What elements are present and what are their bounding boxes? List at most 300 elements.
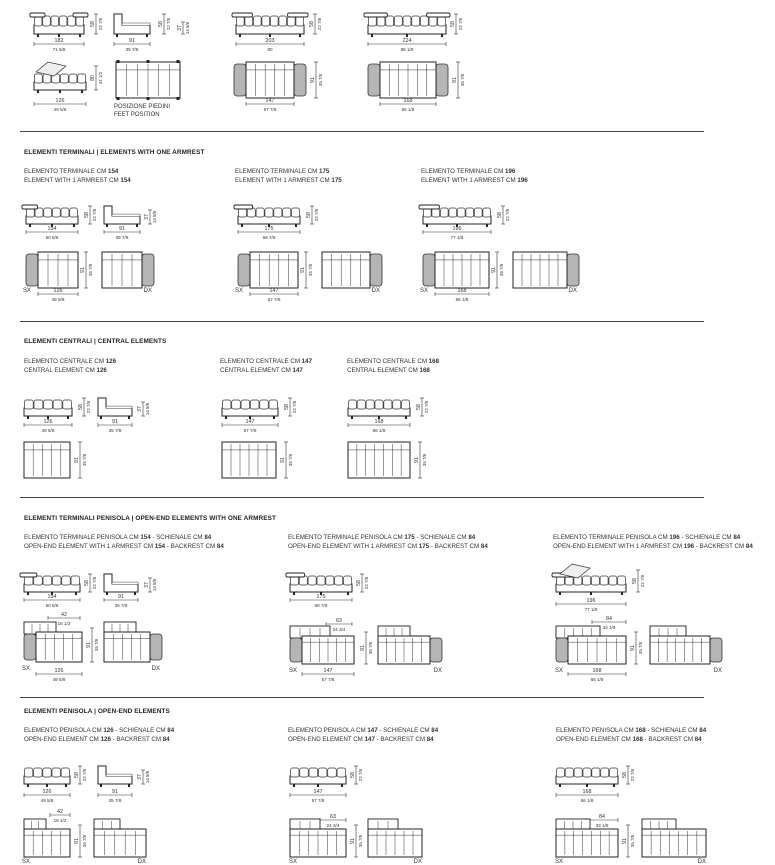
back-cushion [270, 16, 278, 26]
dimension-label: 42 [57, 809, 63, 815]
dx-label: DX [413, 859, 422, 865]
back-cushion [601, 768, 609, 777]
dimension-label: 35 7/8 [125, 47, 139, 52]
dimension-label: 58 [84, 212, 90, 218]
section-title-open-end: ELEMENTI PENISOLA | OPEN-END ELEMENTS [24, 708, 170, 715]
dimension-label: 68 7/8 [314, 603, 328, 608]
sofa-foot [225, 416, 227, 419]
caption-open-end-armrest-154: ELEMENTO TERMINALE PENISOLA CM 154 - SCHIENALE CM 84 OPEN-END ELEMENT WITH 1 ARMREST CM 154 - BACKREST CM 84 [24, 534, 224, 550]
sofa-foot [37, 34, 39, 37]
dimension-label: 35 7/8 [288, 453, 293, 467]
sx-label: SX [289, 859, 298, 865]
dimension-label: 14 5/8 [152, 210, 157, 224]
back-cushion [265, 208, 273, 217]
sofa-foot [559, 784, 561, 787]
back-cushion [556, 768, 564, 777]
back-cushion [256, 208, 264, 217]
armrest [288, 13, 308, 17]
dimension-label: 35 7/8 [460, 73, 465, 87]
dimension-label: 77 1/8 [584, 607, 598, 612]
back-cushion [328, 768, 337, 777]
back-cushion [260, 400, 269, 409]
dimension-label: 35 7/8 [422, 453, 427, 467]
sofa-base [368, 25, 446, 34]
back-cushion [59, 16, 67, 26]
sofa-foot [136, 224, 138, 227]
back-cushion [232, 400, 241, 409]
dimension-label: 80 [267, 47, 273, 52]
dimension-label: 49 5/8 [41, 428, 55, 433]
armrest-plan [567, 254, 579, 286]
dimension-label: 91 [300, 267, 306, 273]
sofa-base [34, 25, 84, 34]
dimension-label: 126 [53, 288, 63, 294]
sofa-foot [116, 34, 118, 37]
back-cushion [68, 16, 76, 26]
sofa-base [236, 25, 304, 34]
back-cushion [618, 576, 626, 585]
back-cushion [429, 16, 437, 26]
dimension-label: 58 [497, 212, 503, 218]
dimension-label: 35 7/8 [94, 638, 99, 652]
armrest [20, 573, 37, 577]
sofa-foot [100, 416, 102, 419]
caption-open-end-armrest-196: ELEMENTO TERMINALE PENISOLA CM 196 - SCHIENALE CM 84 OPEN-END ELEMENT WITH 1 ARMREST CM 196 - BACKREST CM 84 [553, 534, 753, 550]
sofa-foot [293, 592, 295, 595]
back-cushion [565, 768, 573, 777]
sofa-foot [293, 784, 295, 787]
dimension-label: 196 [452, 226, 462, 232]
back-cushion [483, 208, 491, 217]
seat-plan [36, 632, 82, 662]
back-cushion [69, 74, 77, 83]
dimension-label: 22 7/8 [630, 768, 635, 782]
dimension-label: 57 7/8 [263, 107, 277, 112]
sofa-foot [273, 416, 275, 419]
dimension-label: 63 [336, 618, 342, 624]
armrest [419, 205, 439, 209]
dimension-label: 37 [144, 582, 150, 588]
foot-marker [147, 60, 150, 63]
back-cushion [253, 16, 261, 26]
dimension-label: 57 7/8 [321, 677, 335, 682]
back-cushion [292, 208, 300, 217]
sofa-foot [134, 592, 136, 595]
dimension-label: 35 7/8 [115, 235, 129, 240]
dx-label: DX [713, 668, 722, 674]
dimension-label: 91 [452, 77, 458, 83]
sx-label: SX [235, 288, 244, 294]
back-cushion [51, 16, 59, 26]
dimension-label: 22 7/8 [86, 400, 91, 414]
dimension-label: 14 5/8 [185, 21, 190, 35]
dimension-label: 126 [54, 668, 64, 674]
back-cushion [412, 16, 420, 26]
dimension-label: 91 [622, 838, 628, 844]
sofa-foot [406, 34, 408, 37]
sofa-foot [46, 784, 48, 787]
dx-label: DX [697, 859, 706, 865]
dimension-label: 147 [265, 98, 275, 104]
sofa-foot [241, 224, 243, 227]
dimension-label: 57 7/8 [243, 428, 257, 433]
dimension-label: 37 [144, 214, 150, 220]
dimension-label: 168 [582, 789, 592, 795]
armrest-plan [24, 634, 36, 660]
dimension-label: 126 [42, 789, 52, 795]
seat-plan [24, 442, 70, 478]
dimension-label: 24 3/4 [332, 627, 346, 632]
caption-terminal-196: ELEMENTO TERMINALE CM 196 ELEMENT WITH 1 ARMREST CM 196 [421, 168, 528, 184]
back-cushion [337, 768, 346, 777]
dimension-label: 91 [74, 457, 80, 463]
dimension-label: 58 [632, 578, 638, 584]
dimension-label: 58 [350, 772, 356, 778]
back-cushion [394, 16, 402, 26]
sofa-foot [341, 784, 343, 787]
dimension-label: 22 7/8 [166, 17, 171, 31]
armrest [234, 205, 253, 209]
sofa-foot [426, 224, 428, 227]
back-cushion [34, 16, 42, 26]
armrest [30, 13, 45, 17]
dimension-label: 126 [43, 419, 53, 425]
dimension-label: 22 7/8 [364, 576, 369, 590]
armrest-plan [234, 64, 246, 96]
back-cushion [386, 16, 394, 26]
dimension-label: 80 [90, 75, 96, 81]
sofa-foot [613, 784, 615, 787]
seat-plan [104, 632, 150, 662]
sofa-foot [586, 784, 588, 787]
dimension-label: 68 7/8 [262, 235, 276, 240]
sx-label: SX [23, 288, 32, 294]
armrest-plan [423, 254, 435, 286]
sx-label: SX [555, 668, 564, 674]
dimension-label: 126 [55, 98, 65, 104]
dimension-label: 14 5/8 [145, 770, 150, 784]
foot-marker [177, 97, 180, 100]
back-cushion [366, 400, 374, 409]
sofa-foot [317, 784, 319, 787]
dimension-label: 35 7/8 [368, 641, 373, 655]
dimension-label: 35 7/8 [108, 428, 122, 433]
dimension-label: 49 5/8 [40, 798, 54, 803]
dimension-label: 168 [592, 668, 602, 674]
back-cushion [43, 768, 51, 777]
sofa-foot [65, 784, 67, 787]
dx-label: DX [143, 288, 152, 294]
dimension-label: 16 1/2 [57, 621, 71, 626]
back-cushion [377, 16, 385, 26]
back-cushion [591, 576, 599, 585]
dimension-label: 91 [350, 838, 356, 844]
dimension-label: 35 7/8 [308, 263, 313, 277]
armrest-plan [710, 638, 722, 662]
foot-marker [147, 97, 150, 100]
armrest-plan [436, 64, 448, 96]
back-cushion [236, 16, 244, 26]
back-cushion [466, 208, 474, 217]
seat-cushion [106, 406, 132, 408]
back-cushion [287, 16, 295, 26]
dimension-label: 147 [245, 419, 255, 425]
back-cushion [600, 576, 608, 585]
dimension-label: 91 [119, 226, 125, 232]
back-cushion [52, 768, 60, 777]
back-cushion [375, 400, 383, 409]
back-cushion [592, 768, 600, 777]
back-cushion [24, 400, 33, 409]
back-cushion [53, 400, 62, 409]
back-cushion [262, 16, 270, 26]
back-cushion [283, 208, 291, 217]
dimension-label: 35 7/8 [358, 834, 363, 848]
sofa-foot [239, 34, 241, 37]
foot-marker [117, 60, 120, 63]
sofa-foot [106, 592, 108, 595]
armrest [286, 573, 305, 577]
back-cushion [269, 400, 278, 409]
back-cushion [44, 400, 53, 409]
armrest [232, 13, 252, 17]
dimension-label: 37 [137, 406, 143, 412]
dimension-label: 147 [323, 668, 333, 674]
armrest-plan [370, 254, 382, 286]
sofa-foot [371, 34, 373, 37]
dimension-label: 91 [112, 419, 118, 425]
armrest-plan [290, 638, 302, 662]
armrest [427, 13, 450, 17]
dimension-label: 71 5/8 [52, 47, 66, 52]
caption-open-end-armrest-175: ELEMENTO TERMINALE PENISOLA CM 175 - SCHIENALE CM 84 OPEN-END ELEMENT WITH 1 ARMREST CM 175 - BACKREST CM 84 [288, 534, 488, 550]
dimension-label: 91 [112, 789, 118, 795]
back-cushion [610, 768, 618, 777]
sofa-foot [27, 784, 29, 787]
dimension-label: 84 [599, 814, 605, 820]
dx-label: DX [371, 288, 380, 294]
seat-plan [642, 829, 706, 857]
section-title-open-end-armrest: ELEMENTI TERMINALI PENISOLA | OPEN-END ELEMENTS WITH ONE ARMREST [24, 515, 276, 522]
dimension-label: 66 1/8 [590, 677, 604, 682]
back-cushion [308, 576, 316, 585]
sofa-foot [67, 416, 69, 419]
sofa-foot [59, 90, 61, 93]
sofa-foot [37, 90, 39, 93]
back-cushion [317, 576, 325, 585]
sofa-foot [100, 784, 102, 787]
sofa-base [24, 584, 80, 592]
back-cushion [384, 400, 392, 409]
back-cushion [52, 208, 60, 217]
back-cushion [609, 576, 617, 585]
armrest-plan [142, 254, 154, 286]
back-cushion [357, 400, 365, 409]
sofa-foot [75, 592, 77, 595]
sofa-foot [559, 592, 561, 595]
dimension-label: 22 7/8 [82, 768, 87, 782]
dimension-label: 58 [450, 21, 456, 27]
dimension-label: 35 7/8 [318, 73, 323, 87]
back-cushion [290, 768, 299, 777]
back-cushion [583, 576, 591, 585]
dimension-label: 154 [47, 594, 57, 600]
back-cushion [44, 208, 52, 217]
dimension-label: 35 7/8 [108, 798, 122, 803]
back-cushion [250, 400, 259, 409]
back-cushion [402, 400, 410, 409]
dimension-label: 35 7/8 [88, 263, 93, 277]
back-cushion [348, 400, 356, 409]
sofa-base [34, 82, 86, 90]
dimension-label: 33 1/8 [595, 823, 609, 828]
back-cushion [474, 208, 482, 217]
sofa-foot [73, 224, 75, 227]
back-cushion [43, 16, 51, 26]
dimension-label: 35 7/8 [630, 834, 635, 848]
dx-label: DX [137, 859, 146, 865]
sofa-foot [29, 224, 31, 227]
sofa-foot [58, 34, 60, 37]
dimension-label: 42 [61, 612, 67, 618]
sofa-foot [486, 224, 488, 227]
back-cushion [76, 16, 84, 26]
dimension-label: 58 [74, 772, 80, 778]
sx-label: SX [22, 859, 31, 865]
dimension-label: 57 7/8 [311, 798, 325, 803]
dimension-label: 22 7/8 [640, 574, 645, 588]
dimension-label: 49 5/8 [52, 677, 66, 682]
seat-plan [94, 829, 146, 857]
sx-label: SX [22, 666, 31, 672]
back-cushion [574, 768, 582, 777]
dimension-label: 175 [316, 594, 326, 600]
dimension-label: 35 7/8 [82, 453, 87, 467]
sofa-base [222, 408, 278, 416]
back-cushion [34, 400, 43, 409]
dimension-label: 154 [47, 226, 57, 232]
sx-label: SX [289, 668, 298, 674]
sofa-foot [269, 34, 271, 37]
back-cushion [241, 400, 250, 409]
sofa-foot [621, 592, 623, 595]
dimension-label: 168 [457, 288, 467, 294]
dimension-label: 22 7/8 [314, 208, 319, 222]
dimension-label: 22 7/8 [424, 400, 429, 414]
dimension-label: 66 1/8 [401, 107, 415, 112]
sofa-foot [351, 416, 353, 419]
back-cushion [393, 400, 401, 409]
back-cushion [440, 208, 448, 217]
sofa-foot [79, 34, 81, 37]
dimension-label: 60 5/8 [45, 603, 59, 608]
foot-marker [177, 60, 180, 63]
dimension-label: 147 [269, 288, 279, 294]
back-cushion [24, 768, 32, 777]
dimension-label: 203 [265, 38, 275, 44]
back-cushion [34, 74, 42, 83]
dimension-label: 91 [74, 838, 80, 844]
dimension-label: 175 [264, 226, 274, 232]
dimension-label: 63 [330, 814, 336, 820]
seat-plan [650, 636, 710, 664]
seat-plan [556, 829, 618, 857]
dimension-label: 58 [78, 404, 84, 410]
dimension-label: 33 1/8 [602, 625, 616, 630]
dimension-label: 182 [54, 38, 64, 44]
dimension-label: 224 [402, 38, 412, 44]
armrest-plan [430, 638, 442, 662]
seat-plan [250, 252, 298, 288]
dimension-label: 91 [80, 267, 86, 273]
sofa-foot [590, 592, 592, 595]
back-cushion [222, 400, 231, 409]
seat-plan [246, 62, 294, 98]
dimension-label: 58 [306, 212, 312, 218]
seat-plan [24, 829, 70, 857]
dimension-label: 58 [356, 580, 362, 586]
caption-open-end-168: ELEMENTO PENISOLA CM 168 - SCHIENALE CM 84 OPEN-END ELEMENT CM 168 - BACKREST CM 84 [556, 727, 707, 743]
caption-terminal-154: ELEMENTO TERMINALE CM 154 ELEMENT WITH 1 ARMREST CM 154 [24, 168, 131, 184]
seat-cushion [112, 582, 138, 584]
back-cushion [344, 576, 352, 585]
sofa-base [26, 216, 78, 224]
caption-central-168: ELEMENTO CENTRALE CM 168 CENTRAL ELEMENT CM 168 [347, 358, 440, 374]
back-cushion [52, 576, 61, 585]
back-cushion [70, 208, 78, 217]
armrest [22, 205, 38, 209]
dimension-label: 77 1/8 [450, 235, 464, 240]
dimension-label: 84 [606, 616, 612, 622]
dimension-label: 66 1/8 [580, 798, 594, 803]
dimension-label: 66 1/8 [372, 428, 386, 433]
back-cushion [449, 208, 457, 217]
sofa-foot [347, 592, 349, 595]
back-cushion [326, 576, 334, 585]
sofa-foot [27, 416, 29, 419]
dimension-label: 88 1/8 [400, 47, 414, 52]
sofa-foot [106, 224, 108, 227]
caption-open-end-147: ELEMENTO PENISOLA CM 147 - SCHIENALE CM 84 OPEN-END ELEMENT CM 147 - BACKREST CM 84 [288, 727, 439, 743]
dimension-label: 35 7/8 [638, 641, 643, 655]
sofa-foot [81, 90, 83, 93]
sofa-foot [128, 784, 130, 787]
dimension-label: 168 [403, 98, 413, 104]
back-cushion [63, 400, 72, 409]
back-cushion [583, 768, 591, 777]
dimension-label: 14 5/8 [152, 578, 157, 592]
armrest-plan [238, 254, 250, 286]
dimension-label: 49 5/8 [51, 297, 65, 302]
dimension-label: 57 7/8 [267, 297, 281, 302]
feet-position-it: POSIZIONE PIEDINI [114, 104, 171, 110]
sx-label: SX [555, 859, 564, 865]
dimension-label: 35 7/8 [114, 603, 128, 608]
caption-central-126: ELEMENTO CENTRALE CM 126 CENTRAL ELEMENT CM 126 [24, 358, 117, 374]
dimension-label: 24 3/4 [326, 823, 340, 828]
dimension-label: 22 7/8 [458, 17, 463, 31]
dimension-label: 91 [310, 77, 316, 83]
back-cushion [34, 768, 42, 777]
dimension-label: 147 [313, 789, 323, 795]
back-cushion [368, 16, 376, 26]
feet-position-en: FEET POSITION [114, 112, 160, 118]
dimension-label: 91 [129, 38, 135, 44]
dimension-label: 58 [622, 772, 628, 778]
dimension-label: 58 [284, 404, 290, 410]
back-cushion [274, 208, 282, 217]
dimension-label: 22 7/8 [505, 208, 510, 222]
